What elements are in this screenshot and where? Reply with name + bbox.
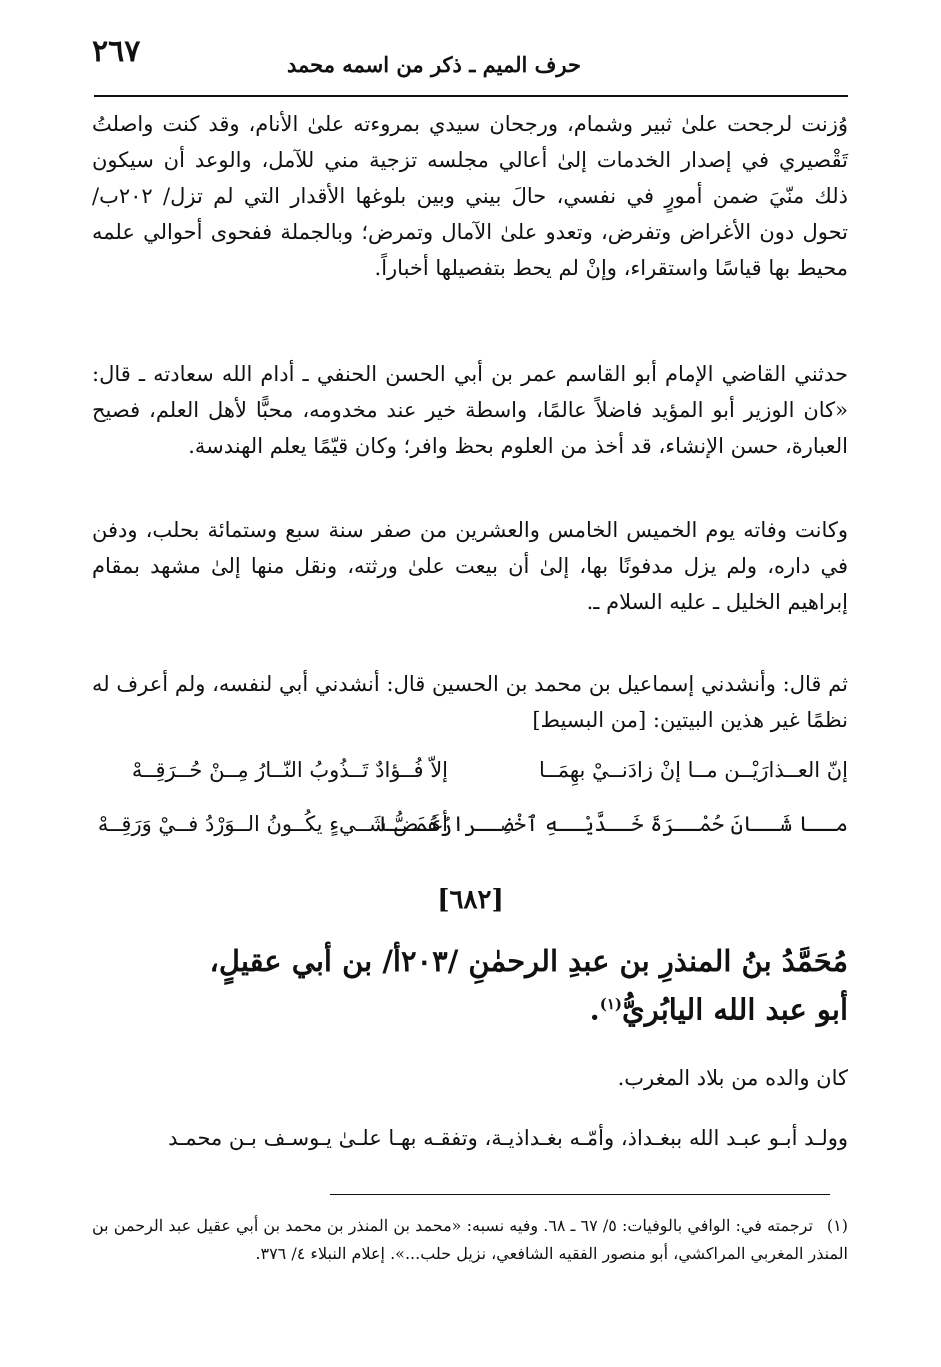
footnote-reference: (١): [599, 995, 623, 1013]
running-head: حرف الميم ـ ذكر من اسمه محمد: [286, 52, 581, 77]
footnote-text: ترجمته في: الوافي بالوفيات: ٥/ ٦٧ ـ ٦٨. وفيه نسبه: «محمد بن المنذر بن محمد بن أبي عقيل عبد الرحمن بن المنذر المغربي المراكشي، أبو منصور الفقيه الشافعي، نزيل حلب...». إعلام النبلاء ٤/ ٣٧٦.: [92, 1216, 848, 1263]
entry-number: [٦٨٢]: [437, 885, 504, 915]
verse-second-hemistich: إلاّ فُــؤادٌ تَــذُوبُ النّــارُ مِــنْ حُــرَقِــهْ: [131, 758, 448, 782]
entry-title-continued: [120, 981, 848, 1033]
paragraph: كان والده من بلاد المغرب.: [617, 1066, 848, 1090]
paragraph: حدثني القاضي الإمام أبو القاسم عمر بن أبي الحسن الحنفي ـ أدام الله سعادته ـ قال: «كان الوزير أبو المؤيد فاضلاً عالمًا، واسطة خير عند مخدومه، محبًّا لأهل العلم، فصيح العبارة، حسن الإنشاء، قد أخذ من العلوم بحظ وافر؛ وكان قيّمًا يعلم الهندسة.: [92, 362, 848, 458]
entry-title: مُحَمَّدُ بنُ المنذرِ بن عبدِ الرحمٰنِ /٢٠٣أ/ بن أبي عقيلٍ،: [209, 944, 848, 978]
footnote: [92, 1212, 848, 1268]
paragraph: ثم قال: وأنشدني إسماعيل بن محمد بن الحسين قال: أنشدني أبي لنفسه، ولم أعرف له نظمًا غير هذين البيتين: [من البسيط]: [92, 672, 848, 732]
entry-title-text: أبو عبد الله اليابُريُّ: [622, 992, 848, 1027]
page-number: ٢٦٧: [92, 34, 141, 69]
header-rule: [94, 95, 848, 97]
footnote-number: (١): [826, 1216, 848, 1235]
paragraph: وُزنت لرجحت علىٰ ثبير وشمام، ورجحان سيدي بمروءته علىٰ الأنام، وقد كنت واصلتُ تَقْصيري في إصدار الخدمات إلىٰ أعالي مجلسه تزجية مني للآمل، والوعد أن سيكون ذلك منّيَ ضمن أمورٍ في نفسي، حالَ بيني وبين بلوغها الأقدار التي لم تزل/ ٢٠٢ب/ تحول دون الأغراض وتفرض، وتعدو علىٰ الآمال وتمرض؛ وبالجملة ففحوى أحوالي علمه محيط بها قياسًا واستقراء، وإنْ لم يحط بتفصيلها أخباراً.: [92, 112, 848, 280]
verse-first-hemistich: مــا شَــانَ حُمْــرَةَ خَــدَّيْــهِ ٱخْضِــرارُهُمَــا: [378, 812, 848, 836]
entry-title-period: .: [589, 992, 600, 1027]
verse-first-hemistich: إنّ العــذارَيْــن مــا إنْ زادَنــيْ بهِمَــا: [539, 758, 848, 782]
paragraph: وكانت وفاته يوم الخميس الخامس والعشرين من صفر سنة سبع وستمائة بحلب، ودفن في داره، ولم يزل مدفونًا بها، إلىٰ أن بيعت علىٰ ورثته، ونقل منها إلىٰ مشهد بمقام إبراهيم الخليل ـ عليه السلام ـ.: [92, 518, 848, 614]
paragraph: وولـد أبـو عبـد الله ببغـداذ، وأمّـه بغـداذيـة، وتفقـه بهـا علـىٰ يـوسـف بـن محمـد: [168, 1126, 848, 1150]
verse-second-hemistich: أغَــضُّ شَــيءٍ يكُــونُ الــوَرْدُ فــيْ وَرَقِــهْ: [97, 812, 448, 836]
footnote-rule: [330, 1194, 830, 1195]
